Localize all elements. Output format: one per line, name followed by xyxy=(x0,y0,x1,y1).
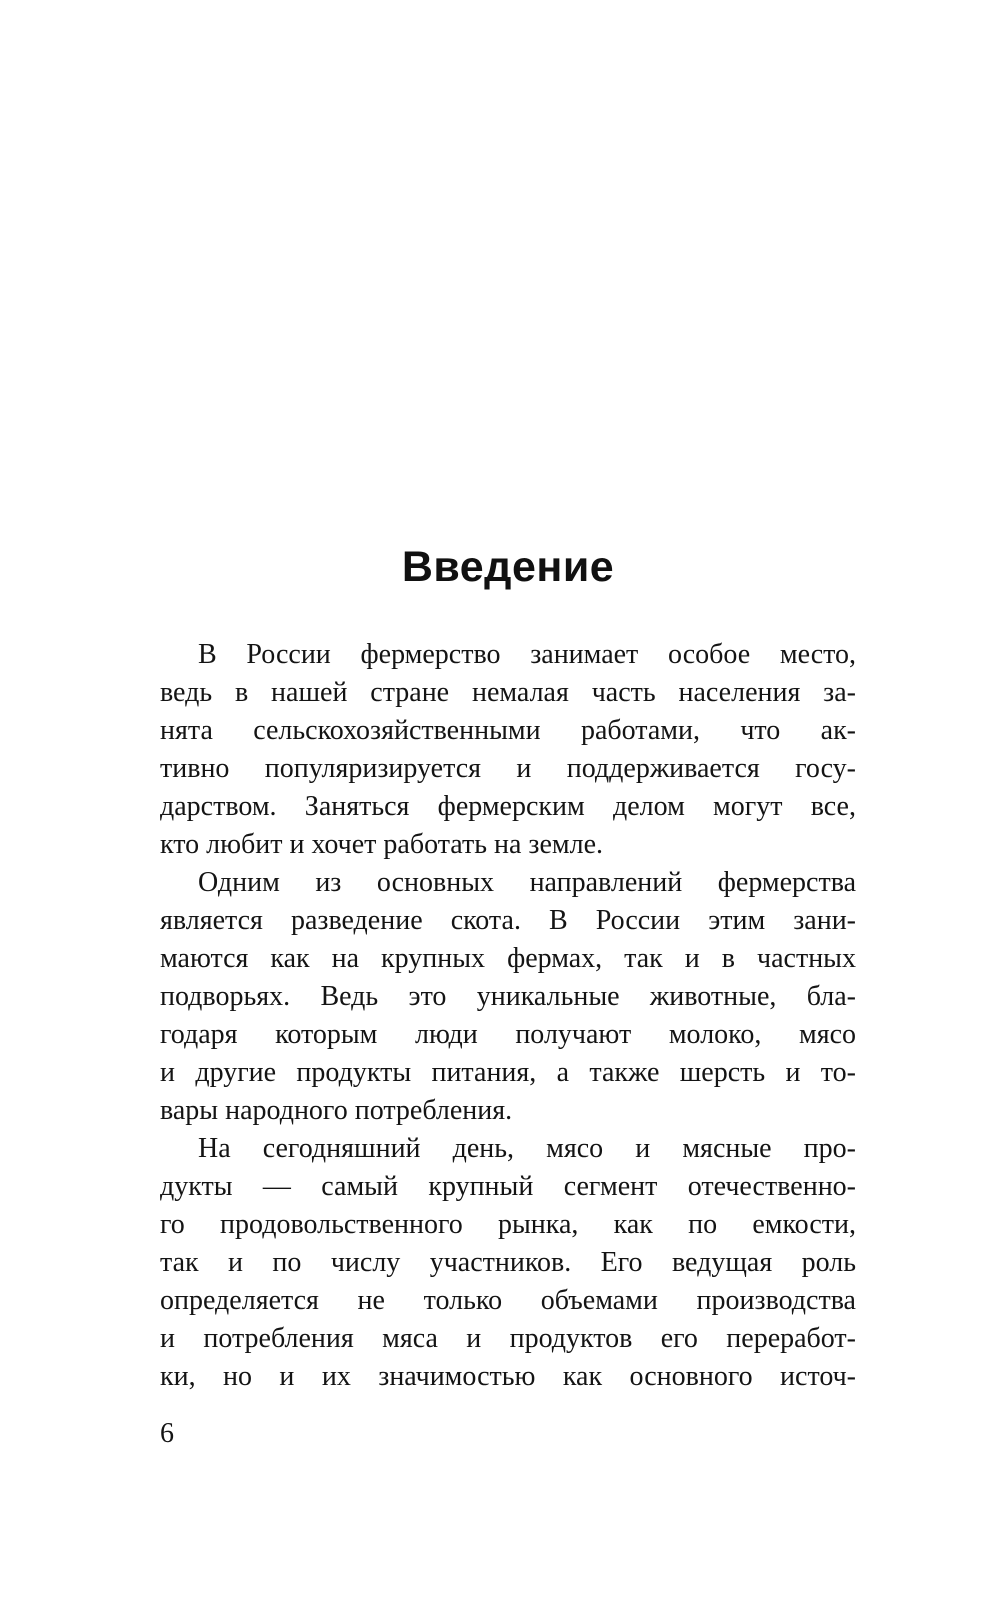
text-line: дарством. Заняться фермерским делом могут все, xyxy=(160,791,856,822)
text-line: ведь в нашей стране немалая часть населения за- xyxy=(160,677,856,708)
text-line: нята сельскохозяйственными работами, что ак- xyxy=(160,715,856,746)
paragraph xyxy=(160,1130,856,1396)
text-line: ки, но и их значимостью как основного источ- xyxy=(160,1361,856,1392)
text-line: тивно популяризируется и поддерживается госу- xyxy=(160,753,856,784)
paragraph xyxy=(160,636,856,864)
body-text xyxy=(160,636,856,1396)
text-line: Одним из основных направлений фермерства xyxy=(198,867,856,898)
text-line: подворьях. Ведь это уникальные животные, бла- xyxy=(160,981,856,1012)
text-line: На сегодняшний день, мясо и мясные про- xyxy=(198,1133,856,1164)
text-line: и другие продукты питания, а также шерсть и то- xyxy=(160,1057,856,1088)
paragraph xyxy=(160,864,856,1130)
text-line: маются как на крупных фермах, так и в частных xyxy=(160,943,856,974)
text-line: кто любит и хочет работать на земле. xyxy=(160,829,604,860)
text-line: В России фермерство занимает особое место, xyxy=(198,639,856,670)
text-line: так и по числу участников. Его ведущая роль xyxy=(160,1247,856,1278)
text-line: и потребления мяса и продуктов его переработ- xyxy=(160,1323,856,1354)
text-line: дукты — самый крупный сегмент отечественно- xyxy=(160,1171,856,1202)
text-line: вары народного потребления. xyxy=(160,1095,513,1126)
page-title: Введение xyxy=(401,542,615,591)
text-line: го продовольственного рынка, как по емкости, xyxy=(160,1209,856,1240)
text-line: является разведение скота. В России этим зани- xyxy=(160,905,856,936)
page-number: 6 xyxy=(160,1418,174,1449)
text-line: определяется не только объемами производства xyxy=(160,1285,856,1316)
text-line: годаря которым люди получают молоко, мясо xyxy=(160,1019,856,1050)
